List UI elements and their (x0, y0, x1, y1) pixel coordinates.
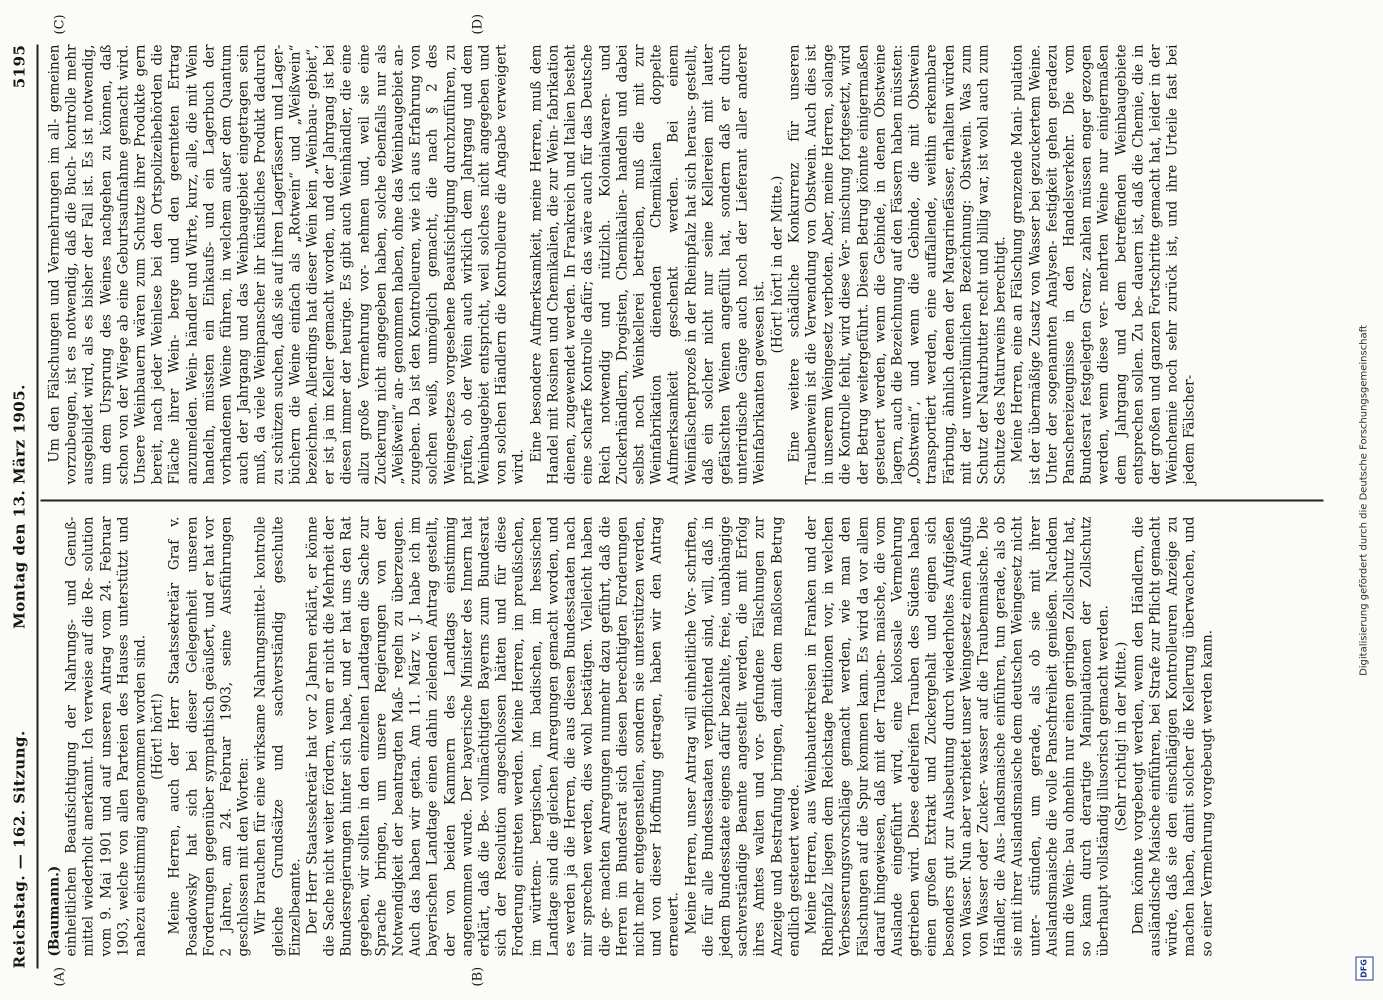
paragraph: Meine Herren, eine an Fälschung grenzende Mani- pulation ist der übermäßige Zusatz von Wasser bei gezuckertem Weine. Unter der sogenannten Analysen- festigkeit gehen geradezu Panschereizeugnisse in den Handelsverkehr. Die vom Bundesrat festgelegten Grenz- zahlen müssen enger gezogen werden, wenn diese ver- mehrten Weine nur einigermaßen dem Jahrgang und dem betreffenden Weinbaugebiete entsprechen sollen. Zu be- dauern ist, daß die Chemie, die in der großen und ganzen Fortschritte gemacht hat, leider in der Weinchemie noch sehr zurück ist, und ihre Urteile fast bei jedem Fälscher- (1009, 44, 1198, 484)
paragraph: Meine Herren, aus Weinbauterkreisen in Franken und der Rheinpfalz liegen dem Reichstage Petitionen vor, in welchen Verbesserungsvorschläge gemacht werden, wie man den Fälschungen auf die Spur kommen kann. Es wird da vor allem darauf hingewiesen, daß mit der Trauben- maische, die vom Auslande eingeführt wird, eine kolossale Vermehrung getrieben wird. Diese edelreifen Trauben des Südens haben einen großen Extrakt und Zuckergehalt und eignen sich besonders gut zur Ausbeutung durch wiederholtes Aufgießen von Wasser. Nun aber verbietet unser Weingesetz einen Aufguß von Wasser oder Zucker- wasser auf die Traubenmaische. Die Händler, die Aus- landsmaische einführen, tun gerade, als ob sie mit ihrer Auslandsmaische dem deutschen Weingesetz nicht unter- stünden, um gerade, als ob sie mit ihrer Auslandsmaische die volle Panschfreiheit genießen. Nachdem nun die Wein- bau ohnehin nur einen geringen Zollschutz hat, so kann durch derartige Manipulationen der Zollschutz überhaupt vollständig illusorisch gemacht werden. (802, 516, 1112, 956)
dfg-logo: DFG (1355, 956, 1373, 980)
paragraph: einheitlichen Beaufsichtigung der Nahrungs- und Genuß- mittel wiederholt anerkannt. Ich verweise auf die Re- solution vom 9. Mai 1901 und auf unseren Antrag vom 24. Februar 1903, welche von allen Parteien des Hauses unterstützt und nahezu einstimmig angenommen worden sind. (63, 516, 149, 956)
column-divider (40, 499, 1323, 501)
paragraph: Eine besondere Aufmerksamkeit, meine Herren, muß dem Handel mit Rosinen und Chemikalien, die zur Wein- fabrikation dienen, zugewendet werden. In Frankreich und Italien besteht eine scharfe Kontrolle dafür; das wäre auch für das Deutsche Reich notwendig und nützlich. Kolonialwaren- und Zuckerhändlern, Drogisten, Chemikalien- handeln und dabei selbst noch Weinkellerei betreiben, muß die mit zur Weinfabrikation dienenden Chemikalien doppelte Aufmerksamkeit geschenkt werden. Bei einem Weinfälscherprozeß in der Rheinpfalz hat sich heraus- gestellt, daß ein solcher nicht nur seine Kellereien mit lauter gefälschten Weinen angefüllt hat, sondern daß er durch unterirdische Gänge auch noch der Lieferant aller anderer Weinfabrikanten gewesen ist. (527, 44, 768, 484)
paragraph: Eine weitere schädliche Konkurrenz für unseren Traubenwein ist die Verwendung von Obstwein. Auch dies ist in unserem Weingesetz verboten. Aber, meine Herren, solange die Kontrolle fehlt, wird diese Ver- mischung fortgesetzt, wird der Betrug weitergeführt. Diesen Betrug könnte einigermaßen gesteuert werden, wenn die Gebinde, in denen Obstweine lagern, auch die Bezeichnung auf den Fässern haben müssten: „Obstwein“, und wenn die Gebinde, die mit Obstwein transportiert werden, eine auffallende, weithin erkennbare Färbung, ähnlich denen der Margarinefässer, erhalten würden mit der unverblümlichen Bezeichnung: Obstwein. Was zum Schutz der Naturbutter recht und billig war, ist wohl auch zum Schutze des Naturweins berechtigt. (785, 44, 1009, 484)
paragraph: Um den Fälschungen und Vermehrungen im all- gemeinen vorzubeugen, ist es notwendig, daß die Buch- kontrolle mehr ausgebildet wird, als es bisher der Fall ist. Es ist notwendig, um dem Ursprung des Weines nachgehen zu können, daß schon von der Wiege ab eine Geburtsaufnahme gemacht wird. Unsere Weinbauern wären zum Schutze ihrer Produkte gern bereit, nach jeder Weinlese bei den Ortspolizeibehörden die Fläche ihrer Wein- berge und den geernteten Ertrag anzumelden. Wein- händler und Wirte, kurz, alle, die mit Wein handeln, müssten ein Einkaufs- und ein Lagerbuch der vorhandenen Weine führen, in welchem außer dem Quantum auch der Jahrgang und das Weinbaugebiet eingetragen sein muß, da viele Weinpanscher ihr künstliches Produkt dadurch zu schützen suchen, daß sie auf ihren Lagerfässern und Lager- büchern die Weine einfach als „Rotwein“ und „Weißwein“ bezeichnen. Allerdings hat dieser Wein kein „Weinbau- gebiet“, er ist ja im Keller gemacht worden, und der Jahrgang ist bei diesen immer der heurige. Es gibt auch Weinhändler, die eine allzu große Vermehrung vor- nehmen und, weil sie eine Zuckerung nicht angegeben haben, solche ebenfalls nur als „Weißwein“ an- genommen haben, ohne das Weinbaugebiet an- zugeben. Da ist den Kontrolleuren, wie ich aus Erfahrung von solchen weiß, unmöglich gemacht, die nach § 2 des Weingesetzes vorgesehene Beaufsichtigung durchzuführen, zu prüfen, ob der Wein auch wirklich dem Jahrgang und dem Weinbaugebiet entspricht, weil solches nicht angegeben und von solchen Händlern die Kontrolleure die Angabe verweigert wird. (46, 44, 527, 484)
margin-marker-a: (A) (52, 966, 67, 986)
quotation: Wir brauchen für eine wirksame Nahrungsmittel- kontrolle gleiche Grundsätze und sachverständig geschulte Einzelbeamte. (252, 516, 303, 956)
left-text-column (46, 516, 1216, 956)
session-title: Reichstag. — 162. Sitzung. (10, 729, 28, 968)
interjection: (Hört! hört!) (149, 692, 166, 780)
running-head (6, 44, 36, 968)
paragraph: Meine Herren, auch der Herr Staatssekretär Graf v. Posadowsky hat sich bei dieser Gelegenheit unseren Forderungen gegenüber sympathisch geäußert, und er hat vor 2 Jahren, am 24. Februar 1903, seine Ausführungen geschlossen mit den Worten: (166, 516, 252, 956)
header-rule (36, 44, 38, 968)
interjection: (Hört! hört! in der Mitte.) (768, 175, 785, 353)
margin-marker-c: (C) (52, 13, 67, 34)
speaker-name: (Baumann.) (46, 865, 62, 956)
paragraph: Der Herr Staatssekretär hat vor 2 Jahren erklärt, er könne die Sache nicht weiter fördern, wenn er nicht die Mehrheit der Bundesregierungen hinter sich habe, und er hat uns den Rat gegeben, wir sollten in den einzelnen Landtagen die Sache zur Sprache bringen, um unsere Regierungen von der Notwendigkeit der beantragten Maß- regeln zu überzeugen. Auch das haben wir getan. Am 11. März v. J. habe ich im bayerischen Landtage einen dahin zielenden Antrag gestellt, der von beiden Kammern des Landtags einstimmig angenommen wurde. Der bayerische Minister des Innern hat erklärt, daß die Be- vollmächtigten Bayerns zum Bundesrat sich der Resolution angeschlossen hätten und für diese Forderung eintreten werden. Meine Herren, im preußischen, im württem- bergischen, im badischen, im hessischen Landtage sind die gleichen Anregungen gemacht worden, und es werden ja die Herren, die aus diesen Bundesstaaten nach mir sprechen werden, dies wohl bestätigen. Vielleicht haben die ge- machten Anregungen nunmehr dazu geführt, daß die Herren im Bundesrat sich diesen berechtigten Forderungen nicht mehr entgegenstellen, sondern sie unterstützen werden, und von dieser Hoffnung getragen, haben wir den Antrag erneuert. (304, 516, 682, 956)
session-date: Montag den 13. März 1905. (10, 383, 28, 629)
margin-marker-d: (D) (470, 13, 485, 34)
paragraph (46, 516, 63, 956)
digitization-credit: Digitalisierung gefördert durch die Deutsche Forschungsgemeinschaft (1358, 324, 1369, 676)
interjection: (Sehr richtig! in der Mitte.) (1112, 641, 1129, 831)
page-number: 5195 (10, 44, 28, 88)
right-text-column (46, 44, 1199, 484)
margin-marker-b: (B) (470, 966, 485, 986)
paragraph: Meine Herren, unser Antrag will einheitliche Vor- schriften, die für alle Bundesstaaten verpflichtend sind, will, daß in jedem Bundesstaate eigens dafür bezahlte, freie, unabhängige sachverständige Beamte angestellt werden, die mit Erfolg ihres Amtes walten und vor- gefundene Fälschungen zur Anzeige und Bestrafung bringen, damit dem maßlosen Betrug endlich gesteuert werde. (682, 516, 802, 956)
paragraph: Dem könnte vorgebeugt werden, wenn den Händlern, die ausländische Maische einführen, bei Strafe zur Pflicht gemacht würde, daß sie den einschlägigen Kontrolleuren Anzeige zu machen haben, damit solcher die Kellerung überwachen, und so einer Vermehrung vorgebeugt werden kann. (1129, 516, 1215, 956)
